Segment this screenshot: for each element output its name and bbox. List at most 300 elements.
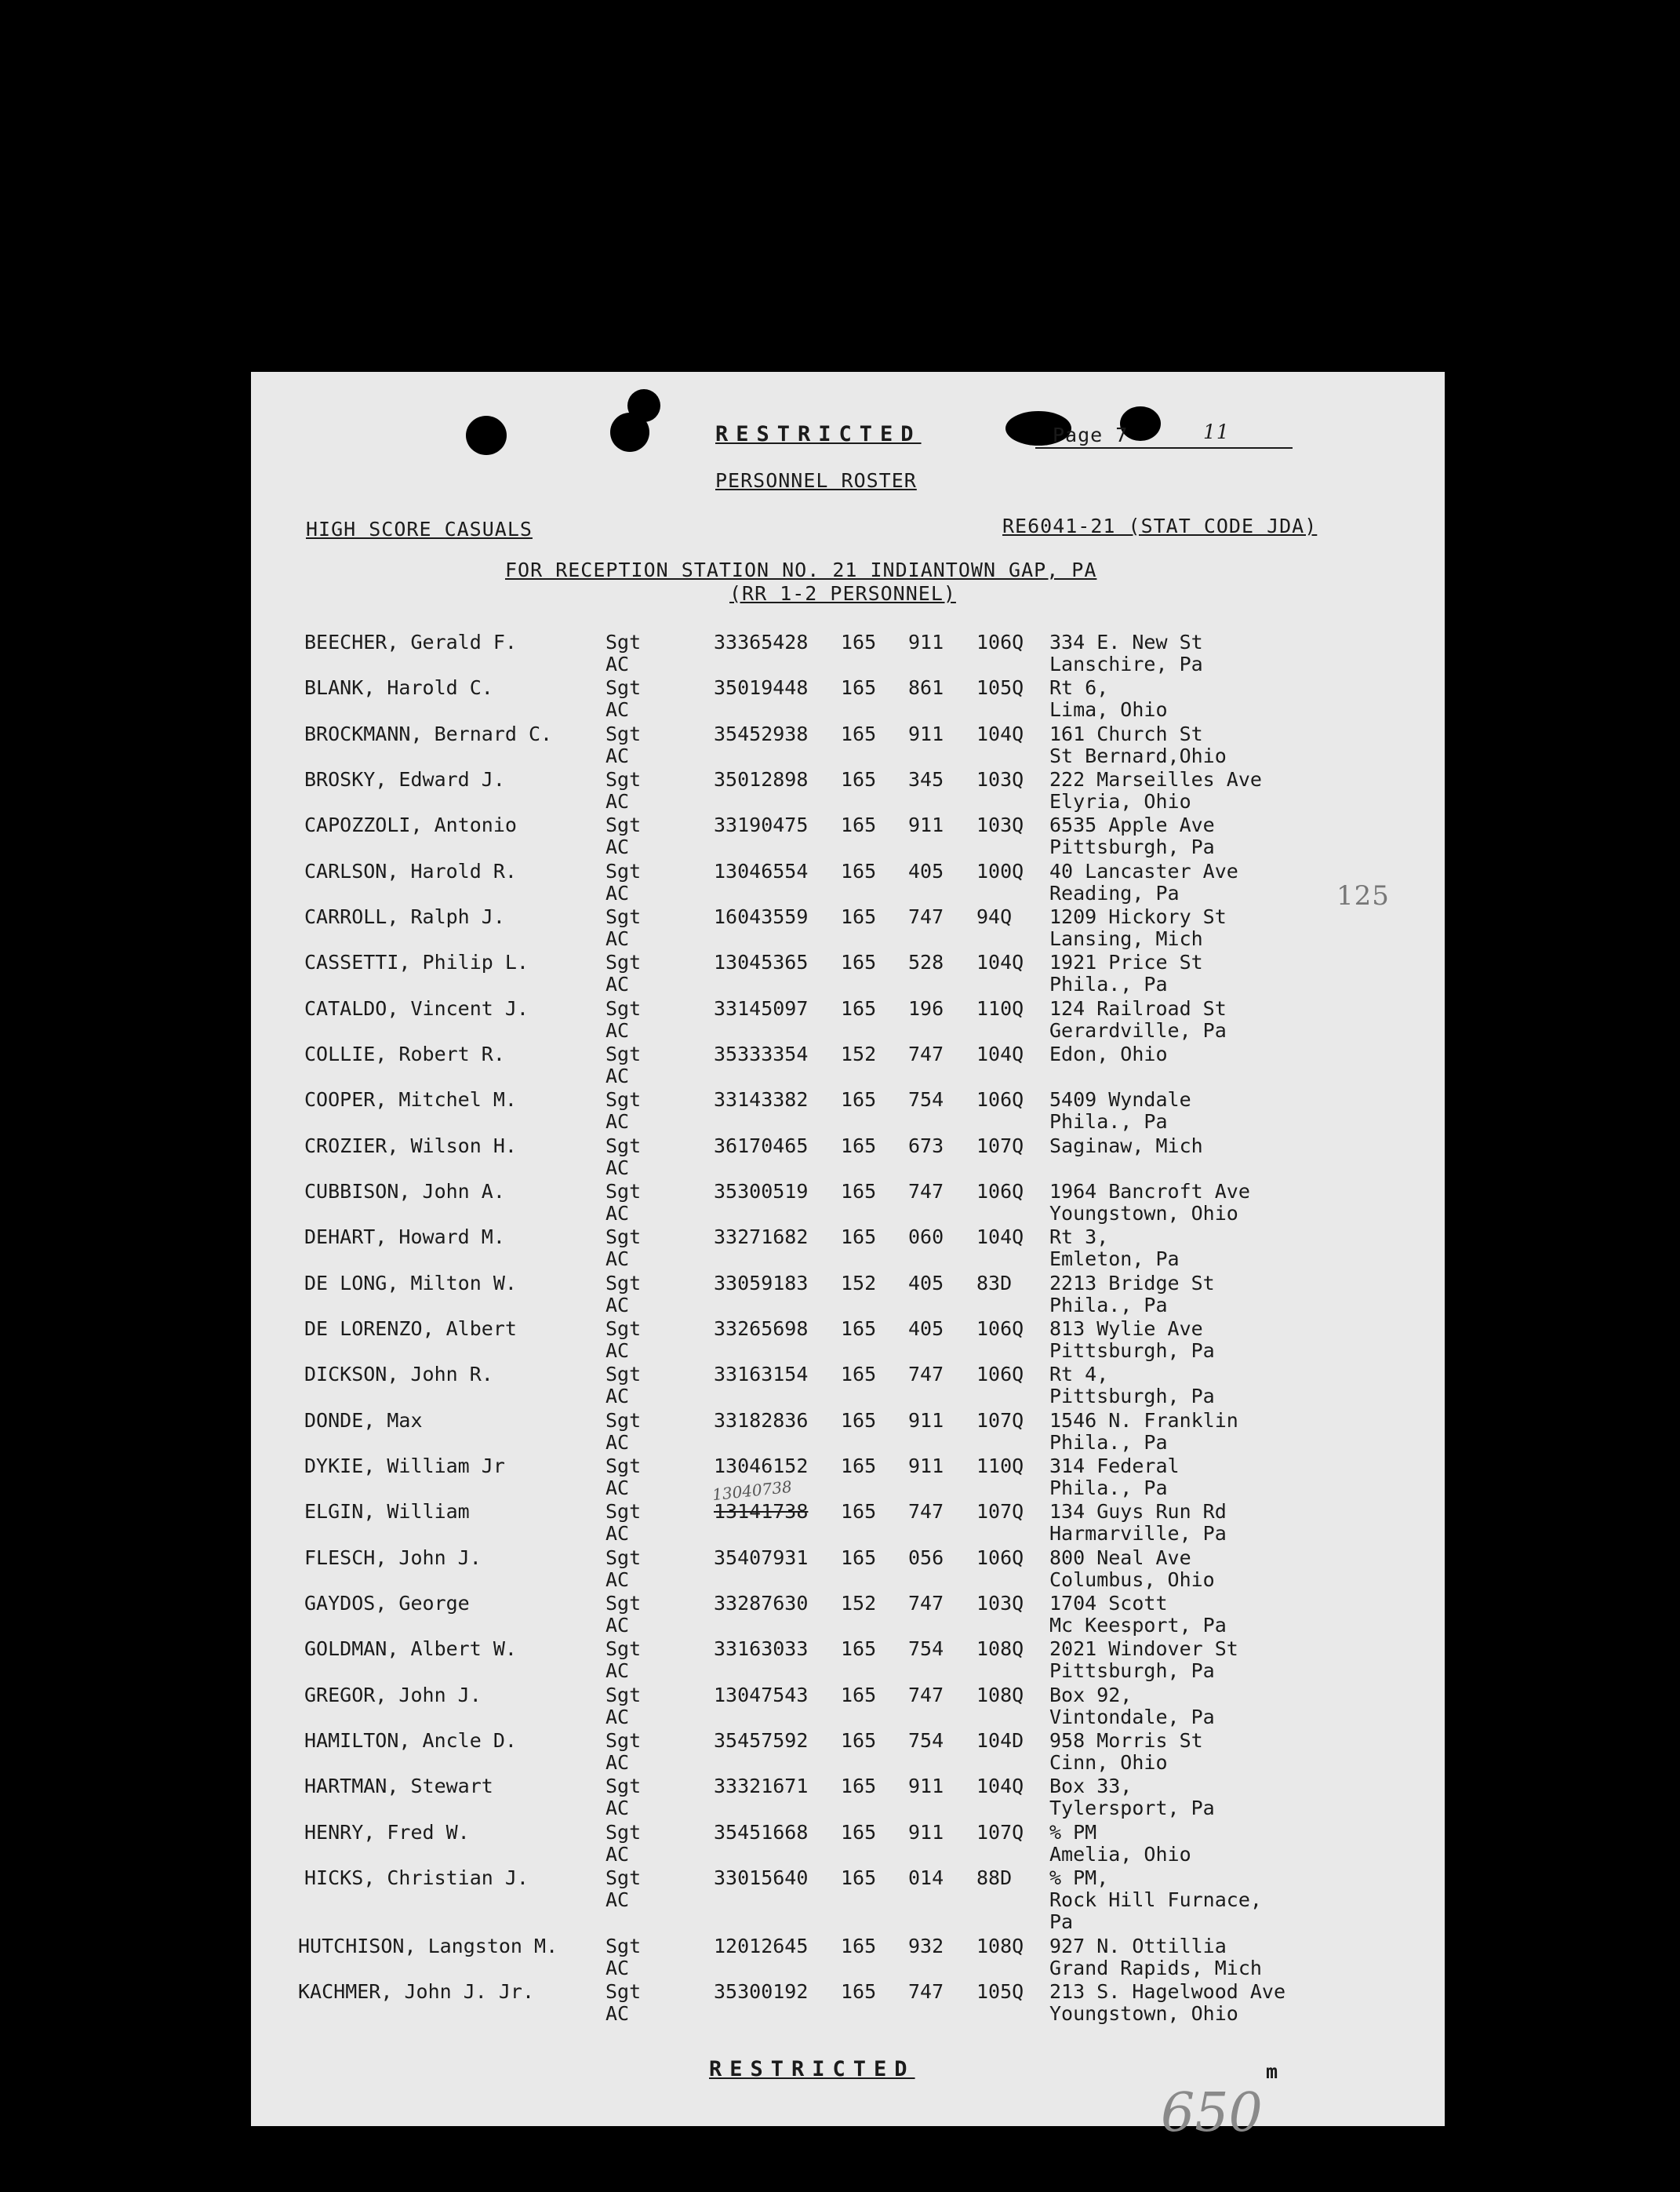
address-line-1: Saginaw, Mich [1049, 1134, 1203, 1157]
arm: AC [605, 836, 630, 858]
name: HENRY, Fred W. [304, 1821, 470, 1844]
table-row [251, 814, 1445, 859]
code-b: 911 [908, 1409, 944, 1432]
address-line-2: Youngstown, Ohio [1049, 1202, 1238, 1225]
station-line: FOR RECEPTION STATION NO. 21 INDIANTOWN GAP, PA [505, 559, 1097, 581]
code-b: 754 [908, 1729, 944, 1752]
name: CAPOZZOLI, Antonio [304, 814, 517, 836]
code-b: 747 [908, 1180, 944, 1203]
code-b: 405 [908, 860, 944, 883]
name: DE LORENZO, Albert [304, 1317, 517, 1340]
serial-number: 33059183 [714, 1272, 809, 1294]
table-row [251, 860, 1445, 905]
address-line-2: Mc Keesport, Pa [1049, 1614, 1227, 1637]
arm: AC [605, 1888, 630, 1911]
table-row [251, 1272, 1445, 1317]
document-page [251, 372, 1445, 2144]
address-line-2: Amelia, Ohio [1049, 1843, 1191, 1866]
score: 106Q [976, 1317, 1024, 1340]
code-b: 528 [908, 951, 944, 974]
arm: AC [605, 1431, 630, 1454]
code-b: 911 [908, 1455, 944, 1477]
address-line-1: 927 N. Ottillia [1049, 1935, 1227, 1957]
code-b: 345 [908, 768, 944, 791]
code-b: 747 [908, 1363, 944, 1385]
address-line-1: 124 Railroad St [1049, 997, 1227, 1020]
address-line-2: Tylersport, Pa [1049, 1797, 1215, 1819]
rank: Sgt [605, 1409, 642, 1432]
arm: AC [605, 1110, 630, 1133]
address-line-1: Rt 6, [1049, 676, 1109, 699]
name: HUTCHISON, Langston M. [298, 1935, 558, 1957]
score: 105Q [976, 1980, 1024, 2003]
code-b: 911 [908, 814, 944, 836]
rank: Sgt [605, 1775, 642, 1797]
arm: AC [605, 1751, 630, 1774]
code-a: 165 [841, 1455, 877, 1477]
code-b: 932 [908, 1935, 944, 1957]
score: 105Q [976, 676, 1024, 699]
address-line-1: 5409 Wyndale [1049, 1088, 1191, 1111]
name: BROSKY, Edward J. [304, 768, 505, 791]
code-a: 165 [841, 1180, 877, 1203]
address-line-2: Phila., Pa [1049, 1110, 1168, 1133]
arm: AC [605, 1659, 630, 1682]
name: HICKS, Christian J. [304, 1866, 529, 1889]
rank: Sgt [605, 1546, 642, 1569]
serial-number: 33182836 [714, 1409, 809, 1432]
arm: AC [605, 2002, 630, 2025]
code-a: 165 [841, 951, 877, 974]
score: 104Q [976, 723, 1024, 745]
score: 104Q [976, 1775, 1024, 1797]
address-line-2: Pittsburgh, Pa [1049, 1339, 1215, 1362]
code-b: 056 [908, 1546, 944, 1569]
code-b: 673 [908, 1134, 944, 1157]
arm: AC [605, 1339, 630, 1362]
name: BROCKMANN, Bernard C. [304, 723, 553, 745]
score: 108Q [976, 1637, 1024, 1660]
serial-number: 33190475 [714, 814, 809, 836]
arm: AC [605, 882, 630, 905]
arm: AC [605, 1568, 630, 1591]
table-row [251, 1637, 1445, 1683]
name: BLANK, Harold C. [304, 676, 493, 699]
address-line-2: Lima, Ohio [1049, 698, 1168, 721]
address-line-1: 1209 Hickory St [1049, 905, 1227, 928]
arm: AC [605, 1957, 630, 1979]
address-line-2: Lanschire, Pa [1049, 653, 1203, 675]
address-line-1: Rt 4, [1049, 1363, 1109, 1385]
code-b: 747 [908, 1980, 944, 2003]
score: 107Q [976, 1821, 1024, 1844]
score: 106Q [976, 1088, 1024, 1111]
serial-number: 35019448 [714, 676, 809, 699]
table-row [251, 951, 1445, 996]
rank: Sgt [605, 1134, 642, 1157]
group-name: HIGH SCORE CASUALS [306, 518, 533, 541]
name: CASSETTI, Philip L. [304, 951, 529, 974]
code-a: 152 [841, 1272, 877, 1294]
name: DONDE, Max [304, 1409, 423, 1432]
code-a: 165 [841, 676, 877, 699]
serial-number: 33163154 [714, 1363, 809, 1385]
handwritten-correction: 13040738 [711, 1477, 793, 1505]
score: 107Q [976, 1409, 1024, 1432]
arm: AC [605, 1477, 630, 1499]
code-a: 165 [841, 814, 877, 836]
address-line-1: 40 Lancaster Ave [1049, 860, 1238, 883]
name: HARTMAN, Stewart [304, 1775, 493, 1797]
code-a: 165 [841, 1729, 877, 1752]
code-b: 747 [908, 1592, 944, 1615]
serial-number: 13046152 [714, 1455, 809, 1477]
code-a: 165 [841, 1317, 877, 1340]
address-line-1: 213 S. Hagelwood Ave [1049, 1980, 1286, 2003]
rank: Sgt [605, 905, 642, 928]
rank: Sgt [605, 1980, 642, 2003]
address-line-2: Phila., Pa [1049, 1431, 1168, 1454]
serial-number: 35333354 [714, 1043, 809, 1065]
name: DE LONG, Milton W. [304, 1272, 517, 1294]
score: 103Q [976, 814, 1024, 836]
name: CROZIER, Wilson H. [304, 1134, 517, 1157]
rank: Sgt [605, 1684, 642, 1706]
rank: Sgt [605, 1455, 642, 1477]
arm: AC [605, 1706, 630, 1728]
serial-number: 13045365 [714, 951, 809, 974]
address-line-1: Box 92, [1049, 1684, 1133, 1706]
code-b: 754 [908, 1637, 944, 1660]
name: HAMILTON, Ancle D. [304, 1729, 517, 1752]
serial-number: 33265698 [714, 1317, 809, 1340]
code-a: 165 [841, 768, 877, 791]
table-row [251, 1980, 1445, 2026]
score: 104D [976, 1729, 1024, 1752]
serial-number: 33145097 [714, 997, 809, 1020]
side-number: 125 [1336, 880, 1390, 912]
table-row [251, 1775, 1445, 1820]
rank: Sgt [605, 860, 642, 883]
address-line-2: Elyria, Ohio [1049, 790, 1191, 813]
address-line-3: Pa [1049, 1910, 1074, 1933]
address-line-1: 6535 Apple Ave [1049, 814, 1215, 836]
code-a: 165 [841, 1134, 877, 1157]
rank: Sgt [605, 1317, 642, 1340]
table-row [251, 1935, 1445, 1980]
restricted-top: RESTRICTED [715, 422, 922, 446]
rank: Sgt [605, 1866, 642, 1889]
address-line-1: % PM, [1049, 1866, 1109, 1889]
score: 107Q [976, 1500, 1024, 1523]
table-row [251, 723, 1445, 768]
score: 106Q [976, 1546, 1024, 1569]
arm: AC [605, 698, 630, 721]
code-b: 405 [908, 1272, 944, 1294]
code-a: 165 [841, 1684, 877, 1706]
rank: Sgt [605, 631, 642, 654]
name: CARROLL, Ralph J. [304, 905, 505, 928]
score: 104Q [976, 1043, 1024, 1065]
table-row [251, 1409, 1445, 1455]
code-a: 165 [841, 1980, 877, 2003]
arm: AC [605, 1202, 630, 1225]
code-a: 165 [841, 1935, 877, 1957]
table-row [251, 1134, 1445, 1180]
name: GOLDMAN, Albert W. [304, 1637, 517, 1660]
name: DEHART, Howard M. [304, 1225, 505, 1248]
code-b: 747 [908, 1043, 944, 1065]
code-a: 165 [841, 1088, 877, 1111]
table-row [251, 1088, 1445, 1134]
code-a: 165 [841, 1409, 877, 1432]
arm: AC [605, 1019, 630, 1042]
address-line-2: Phila., Pa [1049, 1294, 1168, 1316]
address-line-1: 222 Marseilles Ave [1049, 768, 1262, 791]
rank: Sgt [605, 1935, 642, 1957]
serial-number: 36170465 [714, 1134, 809, 1157]
address-line-1: Rt 3, [1049, 1225, 1109, 1248]
table-row [251, 1866, 1445, 1933]
arm: AC [605, 927, 630, 950]
code-a: 165 [841, 1363, 877, 1385]
serial-number: 33163033 [714, 1637, 809, 1660]
table-row [251, 997, 1445, 1043]
name: CARLSON, Harold R. [304, 860, 517, 883]
address-line-2: Columbus, Ohio [1049, 1568, 1215, 1591]
address-line-1: 161 Church St [1049, 723, 1203, 745]
code-a: 165 [841, 1775, 877, 1797]
score: 106Q [976, 631, 1024, 654]
address-line-2: Pittsburgh, Pa [1049, 836, 1215, 858]
table-row [251, 1317, 1445, 1363]
code-b: 911 [908, 1775, 944, 1797]
score: 106Q [976, 1363, 1024, 1385]
address-line-2: Youngstown, Ohio [1049, 2002, 1238, 2025]
code-b: 060 [908, 1225, 944, 1248]
serial-number: 35300192 [714, 1980, 809, 2003]
code-b: 754 [908, 1088, 944, 1111]
code-a: 165 [841, 1637, 877, 1660]
address-line-1: 2021 Windover St [1049, 1637, 1238, 1660]
address-line-2: Phila., Pa [1049, 1477, 1168, 1499]
name: CUBBISON, John A. [304, 1180, 505, 1203]
arm: AC [605, 1065, 630, 1087]
score: 100Q [976, 860, 1024, 883]
address-line-2: Lansing, Mich [1049, 927, 1203, 950]
code-a: 165 [841, 1546, 877, 1569]
address-line-1: 1964 Bancroft Ave [1049, 1180, 1250, 1203]
name: KACHMER, John J. Jr. [298, 1980, 535, 2003]
code-a: 165 [841, 905, 877, 928]
code-a: 152 [841, 1043, 877, 1065]
serial-number: 33143382 [714, 1088, 809, 1111]
code-a: 165 [841, 997, 877, 1020]
address-line-1: Edon, Ohio [1049, 1043, 1168, 1065]
typist-initial: m [1266, 2060, 1279, 2083]
table-row [251, 1043, 1445, 1088]
rank: Sgt [605, 1088, 642, 1111]
rank: Sgt [605, 723, 642, 745]
table-row [251, 1546, 1445, 1592]
arm: AC [605, 1614, 630, 1637]
score: 108Q [976, 1684, 1024, 1706]
code-b: 861 [908, 676, 944, 699]
rank: Sgt [605, 1821, 642, 1844]
rank: Sgt [605, 1180, 642, 1203]
code-a: 165 [841, 1821, 877, 1844]
code-a: 165 [841, 1866, 877, 1889]
score: 104Q [976, 951, 1024, 974]
score: 94Q [976, 905, 1013, 928]
table-row [251, 1592, 1445, 1637]
serial-number: 13141738 [714, 1500, 809, 1523]
table-row [251, 1821, 1445, 1866]
rank: Sgt [605, 1637, 642, 1660]
score: 83D [976, 1272, 1013, 1294]
rank: Sgt [605, 1592, 642, 1615]
address-line-2: Vintondale, Pa [1049, 1706, 1215, 1728]
arm: AC [605, 1522, 630, 1545]
serial-number: 33365428 [714, 631, 809, 654]
code-b: 911 [908, 723, 944, 745]
score: 108Q [976, 1935, 1024, 1957]
name: BEECHER, Gerald F. [304, 631, 517, 654]
code-b: 911 [908, 1821, 944, 1844]
serial-number: 35457592 [714, 1729, 809, 1752]
name: DICKSON, John R. [304, 1363, 493, 1385]
score: 106Q [976, 1180, 1024, 1203]
arm: AC [605, 1843, 630, 1866]
address-line-1: 800 Neal Ave [1049, 1546, 1191, 1569]
code-b: 405 [908, 1317, 944, 1340]
punch-hole [466, 416, 507, 455]
score: 103Q [976, 1592, 1024, 1615]
arm: AC [605, 1156, 630, 1179]
score: 103Q [976, 768, 1024, 791]
table-row [251, 1363, 1445, 1408]
table-row [251, 631, 1445, 676]
table-row [251, 768, 1445, 814]
rank: Sgt [605, 1500, 642, 1523]
code-b: 747 [908, 1684, 944, 1706]
code-a: 165 [841, 723, 877, 745]
name: GREGOR, John J. [304, 1684, 482, 1706]
serial-number: 13047543 [714, 1684, 809, 1706]
rank: Sgt [605, 1729, 642, 1752]
rank: Sgt [605, 768, 642, 791]
serial-number: 35452938 [714, 723, 809, 745]
arm: AC [605, 1797, 630, 1819]
rank: Sgt [605, 814, 642, 836]
address-line-2: Grand Rapids, Mich [1049, 1957, 1262, 1979]
punch-hole [610, 413, 649, 452]
serial-number: 13046554 [714, 860, 809, 883]
rank: Sgt [605, 1363, 642, 1385]
table-row [251, 1225, 1445, 1271]
score: 104Q [976, 1225, 1024, 1248]
code-a: 165 [841, 860, 877, 883]
serial-number: 35300519 [714, 1180, 809, 1203]
name: COOPER, Mitchel M. [304, 1088, 517, 1111]
address-line-1: 813 Wylie Ave [1049, 1317, 1203, 1340]
restricted-bottom: RESTRICTED [709, 2057, 915, 2081]
serial-number: 33321671 [714, 1775, 809, 1797]
serial-number: 16043559 [714, 905, 809, 928]
code-a: 165 [841, 631, 877, 654]
address-line-2: Rock Hill Furnace, [1049, 1888, 1262, 1911]
serial-number: 33287630 [714, 1592, 809, 1615]
table-row [251, 1180, 1445, 1225]
rank: Sgt [605, 1043, 642, 1065]
address-line-2: Gerardville, Pa [1049, 1019, 1227, 1042]
page-mark: 11 [1203, 421, 1230, 443]
address-line-2: Pittsburgh, Pa [1049, 1659, 1215, 1682]
name: CATALDO, Vincent J. [304, 997, 529, 1020]
rank: Sgt [605, 1272, 642, 1294]
code-a: 165 [841, 1225, 877, 1248]
code-b: 196 [908, 997, 944, 1020]
address-line-2: Phila., Pa [1049, 973, 1168, 996]
address-line-1: 2213 Bridge St [1049, 1272, 1215, 1294]
table-row [251, 676, 1445, 722]
rank: Sgt [605, 951, 642, 974]
arm: AC [605, 973, 630, 996]
arm: AC [605, 653, 630, 675]
stat-code: RE6041-21 (STAT CODE JDA) [1002, 515, 1318, 537]
roster-title: PERSONNEL ROSTER [715, 469, 917, 492]
score: 107Q [976, 1134, 1024, 1157]
page-label: Page 7 [1053, 424, 1129, 446]
name: FLESCH, John J. [304, 1546, 482, 1569]
arm: AC [605, 790, 630, 813]
arm: AC [605, 1385, 630, 1407]
address-line-1: 1704 Scott [1049, 1592, 1168, 1615]
serial-number: 12012645 [714, 1935, 809, 1957]
score: 110Q [976, 997, 1024, 1020]
code-b: 911 [908, 631, 944, 654]
code-b: 747 [908, 1500, 944, 1523]
page-underline [1035, 447, 1293, 449]
table-row [251, 1729, 1445, 1775]
address-line-2: St Bernard,Ohio [1049, 745, 1227, 767]
rank: Sgt [605, 997, 642, 1020]
code-b: 747 [908, 905, 944, 928]
name: ELGIN, William [304, 1500, 470, 1523]
serial-number: 33271682 [714, 1225, 809, 1248]
score: 110Q [976, 1455, 1024, 1477]
personnel-sub: (RR 1-2 PERSONNEL) [729, 582, 956, 605]
address-line-2: Pittsburgh, Pa [1049, 1385, 1215, 1407]
handwritten-number: 650 [1161, 2082, 1263, 2144]
table-row [251, 1684, 1445, 1729]
address-line-1: 134 Guys Run Rd [1049, 1500, 1227, 1523]
table-row [251, 1455, 1445, 1500]
address-line-1: 1546 N. Franklin [1049, 1409, 1238, 1432]
code-b: 014 [908, 1866, 944, 1889]
address-line-1: Box 33, [1049, 1775, 1133, 1797]
name: DYKIE, William Jr [304, 1455, 505, 1477]
address-line-1: 1921 Price St [1049, 951, 1203, 974]
name: GAYDOS, George [304, 1592, 470, 1615]
score: 88D [976, 1866, 1013, 1889]
rank: Sgt [605, 676, 642, 699]
address-line-1: 314 Federal [1049, 1455, 1180, 1477]
address-line-2: Reading, Pa [1049, 882, 1180, 905]
name: COLLIE, Robert R. [304, 1043, 505, 1065]
code-a: 165 [841, 1500, 877, 1523]
serial-number: 35451668 [714, 1821, 809, 1844]
